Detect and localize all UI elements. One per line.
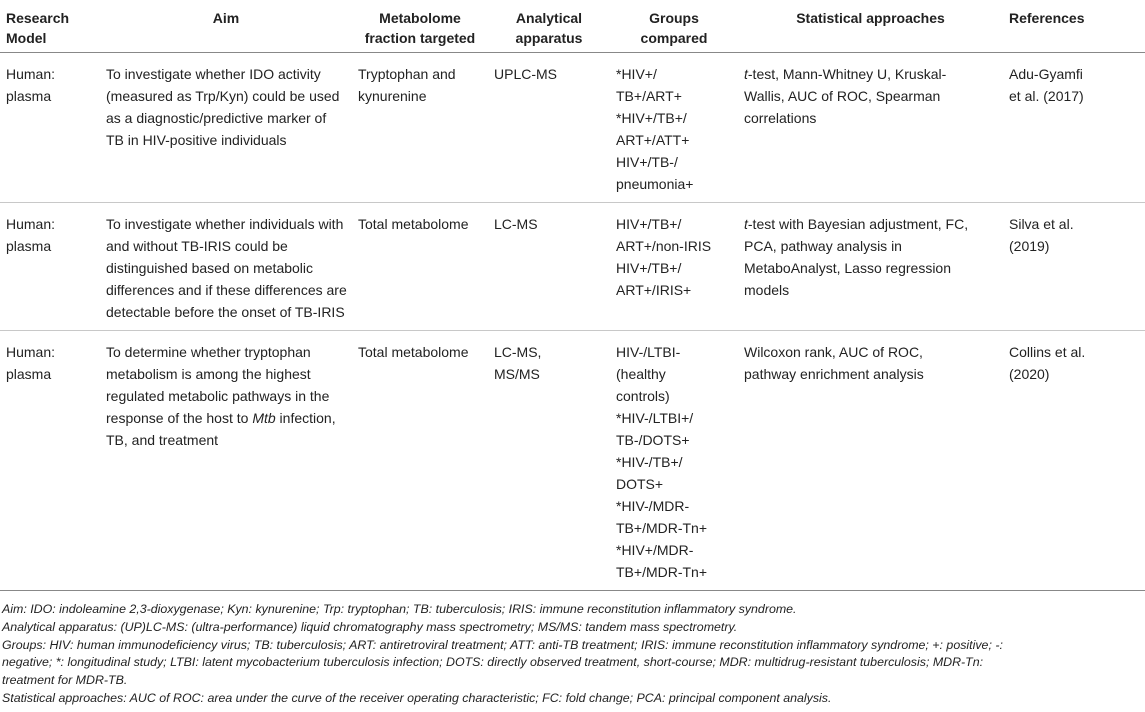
cell-aim: To investigate whether individuals with and without TB-IRIS could be distinguished based on metabolic differences and if these differences are detectable before the onset of TB-IRIS [106, 216, 347, 320]
table-row [0, 53, 1145, 203]
header-research-model: Research Model [6, 10, 70, 46]
cell-apparatus: LC-MS [494, 216, 538, 232]
cell-fraction: Total metabolome [358, 216, 469, 232]
cell-aim: To determine whether tryptophan metabolism is among the highest regulated metabolic pathways in the response of the host to Mtb infection, TB, and treatment [106, 344, 336, 448]
header-statistical-approaches: Statistical approaches [796, 10, 945, 26]
cell-stats: t-test, Mann-Whitney U, Kruskal- Wallis, AUC of ROC, Spearman correlations [744, 66, 947, 126]
cell-stats: t-test with Bayesian adjustment, FC, PCA, pathway analysis in MetaboAnalyst, Lasso regression models [744, 216, 969, 298]
footnote-aim: Aim: IDO: indoleamine 2,3-dioxygenase; Kyn: kynurenine; Trp: tryptophan; TB: tuberculosis; IRIS: immune reconstitution inflammatory syndrome. [2, 602, 797, 616]
header-metabolome-fraction: Metabolome fraction targeted [364, 10, 476, 46]
header-groups-compared: Groups compared [640, 10, 708, 46]
cell-references: Adu-Gyamfi et al. (2017) [1009, 66, 1084, 104]
cell-apparatus: LC-MS, MS/MS [494, 344, 542, 382]
cell-aim: To investigate whether IDO activity (measured as Trp/Kyn) could be used as a diagnostic/predictive marker of TB in HIV-positive individuals [106, 66, 340, 148]
footnote-groups-cont: negative; *: longitudinal study; LTBI: latent mycobacterium tuberculosis infection; DOTS: directly observed treatment, short-course; MDR: multidrug-resistant tuberculosis; MDR-Tn: [2, 655, 984, 670]
cell-apparatus: UPLC-MS [494, 66, 558, 82]
footnote-apparatus: Analytical apparatus: (UP)LC-MS: (ultra-performance) liquid chromatography mass spectrometry; MS/MS: tandem mass spectrometry. [2, 619, 738, 634]
cell-model: Human: plasma [6, 66, 56, 104]
footnote-stats: Statistical approaches: AUC of ROC: area under the curve of the receiver operating characteristic; FC: fold change; PCA: principal component analysis. [2, 690, 832, 705]
footnote-groups: Groups: HIV: human immunodeficiency virus; TB: tuberculosis; ART: antiretroviral treatment; ATT: anti-TB treatment; IRIS: immune reconstitution inflammatory syndrome; +: positive; -: [2, 637, 1003, 652]
header-row [0, 0, 1145, 53]
header-analytical-apparatus: Analytical apparatus [515, 10, 583, 46]
cell-stats: Wilcoxon rank, AUC of ROC, pathway enrichment analysis [744, 344, 924, 382]
cell-fraction: Tryptophan and kynurenine [358, 66, 456, 104]
cell-references: Silva et al. (2019) [1009, 216, 1074, 254]
header-references: References [1009, 10, 1085, 26]
cell-groups: HIV+/TB+/ ART+/non-IRIS HIV+/TB+/ ART+/IRIS+ [616, 216, 712, 298]
cell-model: Human: plasma [6, 344, 56, 382]
header-aim: Aim [212, 10, 240, 26]
table-footnotes [0, 601, 1145, 708]
cell-references: Collins et al. (2020) [1009, 344, 1086, 382]
table-row [0, 331, 1145, 591]
table-row [0, 203, 1145, 331]
cell-model: Human: plasma [6, 216, 56, 254]
cell-fraction: Total metabolome [358, 344, 469, 360]
cell-groups: HIV-/LTBI- (healthy controls) *HIV-/LTBI+/ TB-/DOTS+ *HIV-/TB+/ DOTS+ *HIV-/MDR- TB+/MDR-Tn+ *HIV+/MDR- TB+/MDR-Tn+ [616, 344, 708, 580]
footnote-groups-end: treatment for MDR-TB. [2, 673, 128, 688]
cell-groups: *HIV+/ TB+/ART+ *HIV+/TB+/ ART+/ATT+ HIV+/TB-/ pneumonia+ [616, 66, 694, 192]
